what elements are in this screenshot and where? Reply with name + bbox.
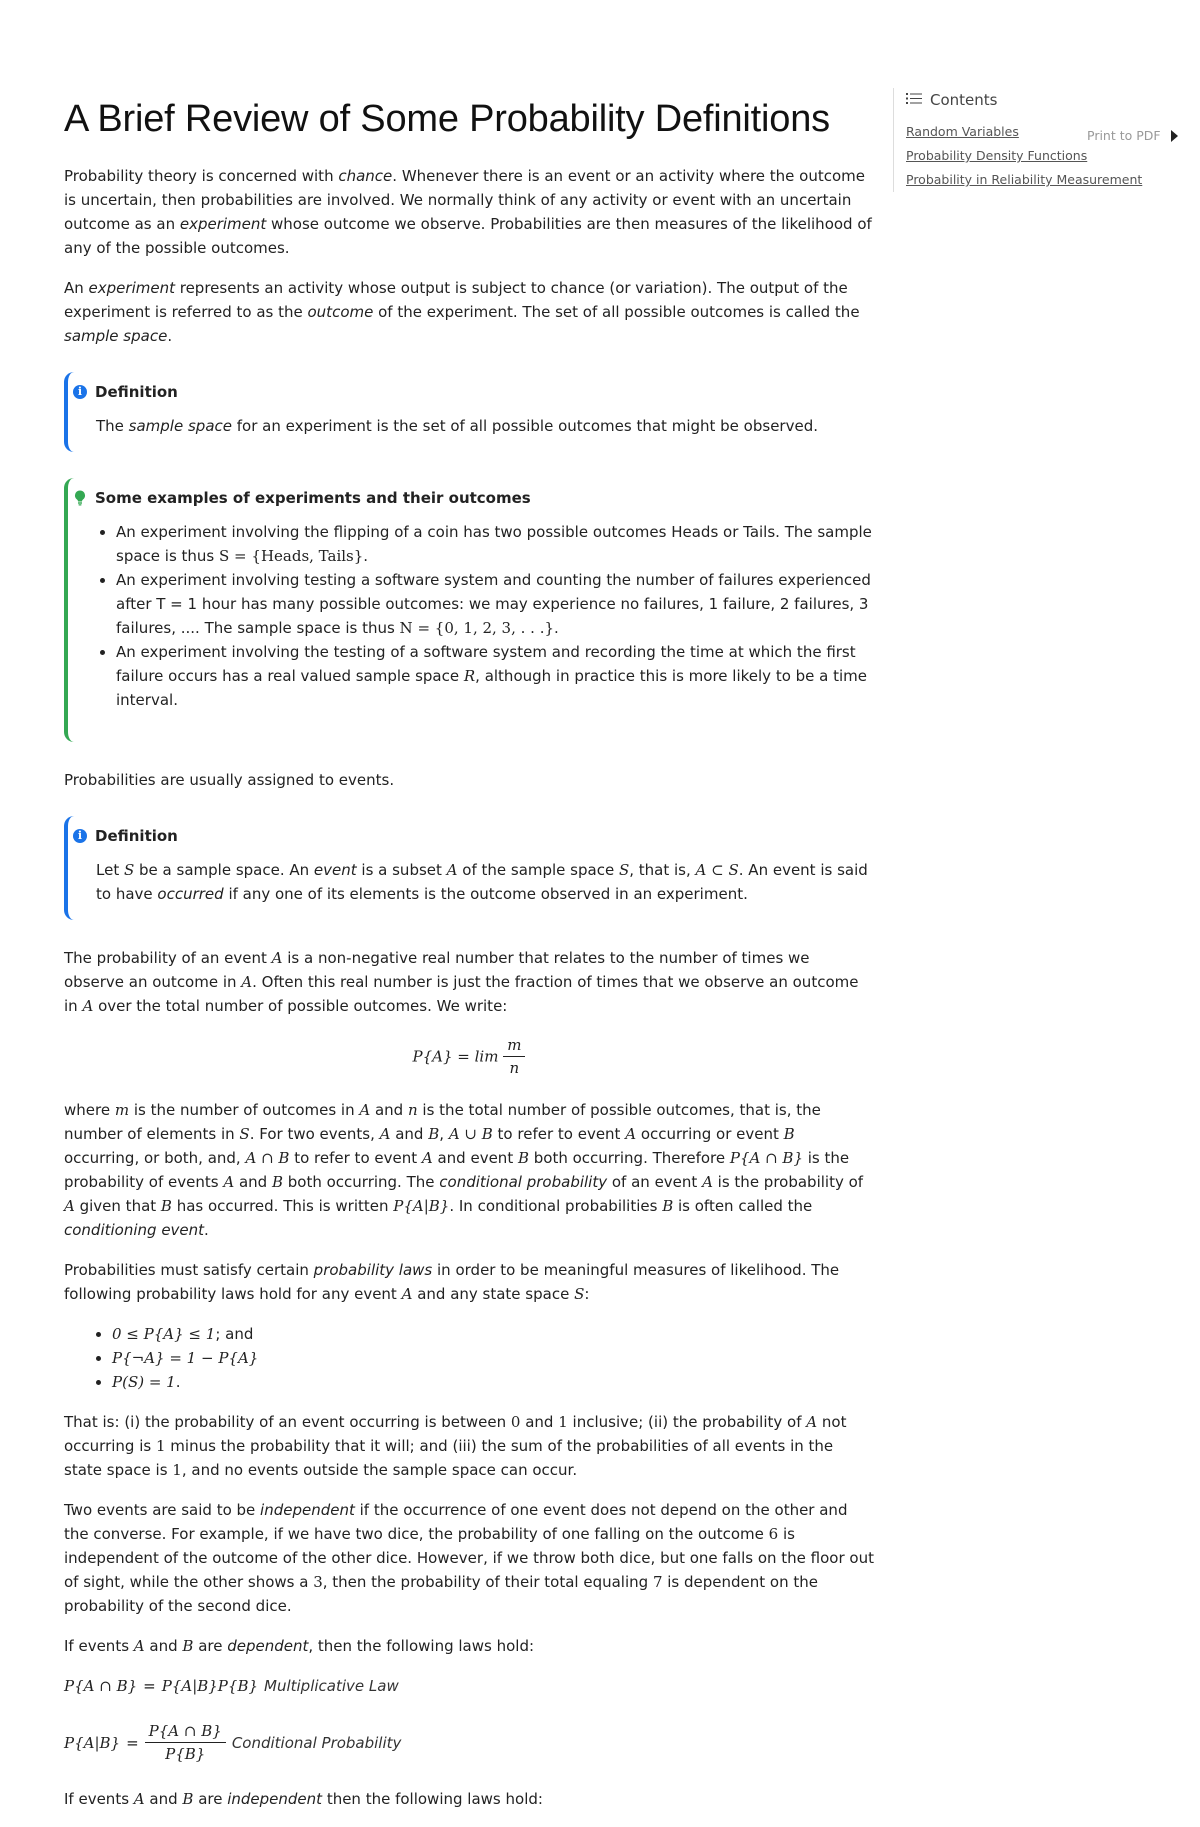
toc-link-probability-density-functions[interactable]: Probability Density Functions [906, 148, 1088, 163]
examples-callout [64, 478, 874, 742]
list-item: • P{¬A} = 1 − P{A} [112, 1346, 874, 1370]
page-title: A Brief Review of Some Probability Definitions [64, 98, 830, 140]
list-icon [906, 88, 922, 112]
toc-link-probability-in-reliability[interactable]: Probability in Reliability Measurement [906, 172, 1143, 187]
union-intersection-paragraph: where m is the number of outcomes in A and n is the total number of possible outcomes, that is, the number of elements in S. For two events, A and B, A ∪ B to refer to event A occurring or event B occurring, or both, and, A ∩ B to refer to event A and event B both occurring. Therefore P{A ∩ B} is the probability of events A and B both occurring. The conditional probability of an event A is the probability of A given that B has occurred. This is written P{A|B}. In conditional probabilities B is often called the conditioning event. [64, 1101, 864, 1239]
info-icon: i [73, 829, 87, 843]
toc-heading: Contents [930, 91, 998, 109]
multiplicative-law: P{A ∩ B} = P{A|B}P{B} Multiplicative Law [64, 1677, 399, 1695]
callout-title: Some examples of experiments and their outcomes [95, 489, 531, 507]
definition-callout-event [64, 816, 874, 920]
info-icon: i [73, 385, 87, 399]
limit-equation: P{A} = lim $\frac{m}{n}$ [64, 1034, 874, 1082]
article [64, 96, 874, 1827]
experiment-paragraph: An experiment represents an activity whose output is subject to chance (or variation). The output of the experiment is referred to as the outcome of the experiment. The set of all possible outcomes is called the sample space. [64, 279, 860, 345]
list-item: • An experiment involving testing a software system and counting the number of failures experienced after T = 1 hour has many possible outcomes: we may experience no failures, 1 failure, 2 failures, 3 failures, .... The sample space is thus N = {0, 1, 2, 3, . . .}. [116, 568, 874, 640]
events-paragraph: Probabilities are usually assigned to events. [64, 771, 395, 789]
toc-link-random-variables[interactable]: Random Variables [906, 124, 1019, 139]
callout-title: Definition [95, 383, 178, 401]
probability-paragraph: The probability of an event A is a non-negative real number that relates to the number of times we observe an outcome in A. Often this real number is just the fraction of times that we observe an outcome in A over the total number of possible outcomes. We write: [64, 949, 859, 1015]
laws-explanation-paragraph: That is: (i) the probability of an event occurring is between 0 and 1 inclusive; (ii) the probability of A not occurring is 1 minus the probability that it will; and (iii) the sum of the probabilities of all events in the state space is 1, and no events outside the sample space can occur. [64, 1413, 847, 1479]
callout-body: The sample space for an experiment is the set of all possible outcomes that might be observed. [96, 417, 818, 435]
callout-title: Definition [95, 827, 178, 845]
laws-list [64, 1322, 874, 1394]
play-icon [1171, 130, 1178, 142]
print-to-pdf-button[interactable] [1087, 124, 1178, 148]
definition-callout-sample-space [64, 372, 874, 452]
list-item: • 0 ≤ P{A} ≤ 1; and [112, 1322, 874, 1346]
callout-body: Let S be a sample space. An event is a subset A of the sample space S, that is, A ⊂ S. An event is said to have occurred if any one of its elements is the outcome observed in an experiment. [96, 861, 868, 903]
independence-paragraph: Two events are said to be independent if the occurrence of one event does not depend on the other and the converse. For example, if we have two dice, the probability of one falling on the outcome 6 is independent of the outcome of the other dice. However, if we throw both dice, but one falls on the floor out of sight, while the other shows a 3, then the probability of their total equaling 7 is dependent on the probability of the second dice. [64, 1501, 874, 1615]
examples-list [96, 520, 874, 712]
lightbulb-icon [73, 490, 87, 506]
list-item: • An experiment involving the testing of a software system and recording the time at which the first failure occurs has a real valued sample space R, although in practice this is more likely to be a time interval. [116, 640, 874, 712]
intro-paragraph: Probability theory is concerned with chance. Whenever there is an event or an activity where the outcome is uncertain, then probabilities are involved. We normally think of any activity or event with an uncertain outcome as an experiment whose outcome we observe. Probabilities are then measures of the likelihood of any of the possible outcomes. [64, 167, 872, 257]
laws-paragraph: Probabilities must satisfy certain probability laws in order to be meaningful measures of likelihood. The following probability laws hold for any event A and any state space S: [64, 1261, 840, 1303]
independent-paragraph: If events A and B are independent then the following laws hold: [64, 1790, 543, 1808]
list-item: • P(S) = 1. [112, 1370, 874, 1394]
dependent-paragraph: If events A and B are dependent, then the following laws hold: [64, 1637, 535, 1655]
list-item: • An experiment involving the flipping of a coin has two possible outcomes Heads or Tails. The sample space is thus S = {Heads, Tails}. [116, 520, 874, 568]
print-label: Print to PDF [1087, 128, 1161, 143]
conditional-probability-law: P{A|B} = $\frac{P\{A \cap B\}}{P\{B\}}$ Conditional Probability [64, 1722, 402, 1763]
